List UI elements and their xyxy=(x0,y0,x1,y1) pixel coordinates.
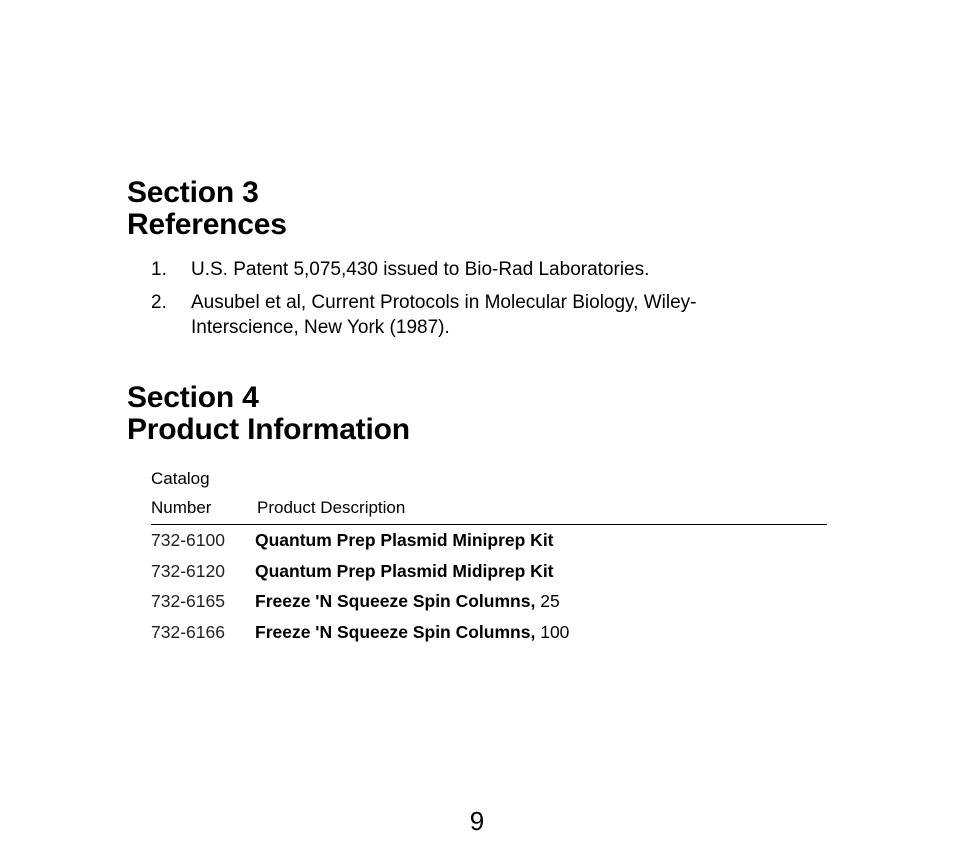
product-name: Freeze 'N Squeeze Spin Columns, xyxy=(255,621,536,642)
catalog-number: 732-6100 xyxy=(151,530,225,550)
product-name: Freeze 'N Squeeze Spin Columns, xyxy=(255,591,536,612)
reference-text: U.S. Patent 5,075,430 issued to Bio-Rad Laboratories. xyxy=(191,259,650,280)
page-number: 9 xyxy=(469,806,485,836)
catalog-number: 732-6166 xyxy=(151,621,225,642)
table-row xyxy=(151,525,827,556)
reference-item xyxy=(151,257,771,282)
section-3-number: Section 3 xyxy=(127,176,259,209)
section-4-heading xyxy=(127,382,410,446)
table-row xyxy=(151,586,827,617)
catalog-number: 732-6165 xyxy=(151,591,225,612)
header-catalog-number xyxy=(151,464,251,522)
section-3-heading xyxy=(127,177,287,241)
product-description xyxy=(255,556,554,586)
product-table xyxy=(151,464,827,647)
table-header xyxy=(151,464,827,525)
references-list xyxy=(151,257,771,348)
section-4-title: Product Information xyxy=(127,413,410,446)
section-3-title: References xyxy=(127,208,287,241)
reference-item xyxy=(151,290,771,340)
product-name: Quantum Prep Plasmid Midiprep Kit xyxy=(255,560,554,581)
product-name: Quantum Prep Plasmid Miniprep Kit xyxy=(255,530,554,550)
product-description xyxy=(255,586,560,616)
product-quantity: 25 xyxy=(540,591,560,612)
reference-text: Ausubel et al, Current Protocols in Molecular Biology, Wiley-Interscience, New York (1987). xyxy=(191,292,697,338)
header-catalog-line1: Catalog xyxy=(151,469,210,488)
reference-number: 2. xyxy=(151,292,167,313)
table-body xyxy=(151,525,827,647)
table-row xyxy=(151,556,827,587)
product-description xyxy=(255,617,569,647)
header-product-description: Product Description xyxy=(257,498,406,517)
table-row xyxy=(151,617,827,648)
catalog-number: 732-6120 xyxy=(151,560,225,581)
section-4-number: Section 4 xyxy=(127,381,259,414)
product-quantity: 100 xyxy=(540,621,570,642)
reference-number: 1. xyxy=(151,259,167,280)
product-description xyxy=(255,525,554,555)
header-catalog-line2: Number xyxy=(151,498,212,517)
